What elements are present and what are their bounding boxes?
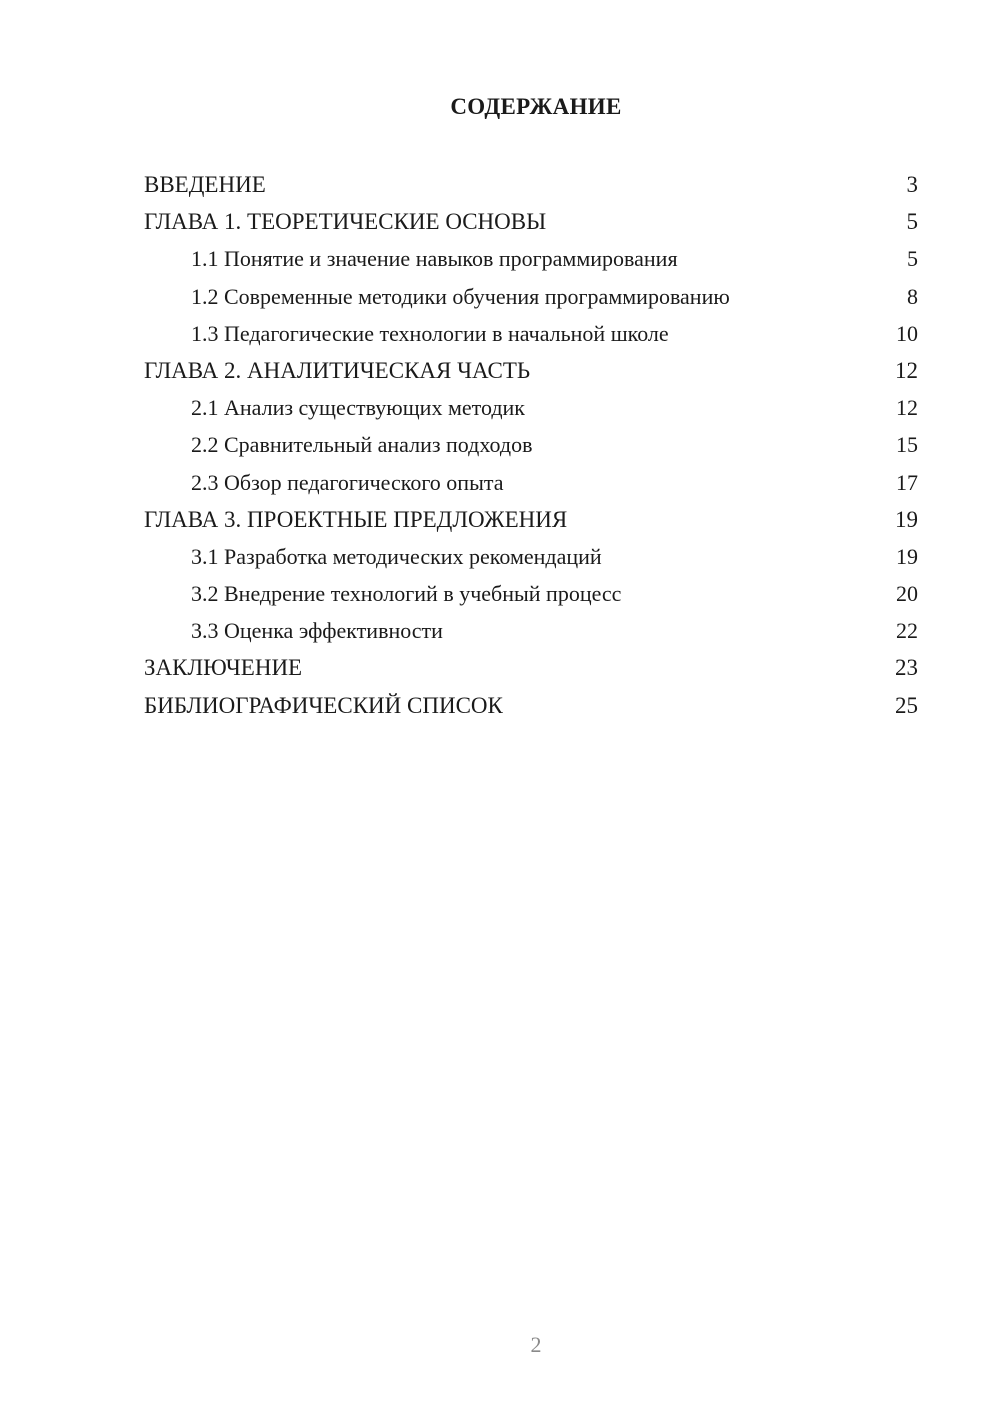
toc-entry-label: 2.3 Обзор педагогического опыта [191, 469, 504, 495]
toc-entry[interactable] [144, 612, 918, 649]
toc-entry-page: 22 [896, 618, 918, 644]
toc-entry-label: 2.1 Анализ существующих методик [191, 395, 525, 421]
toc-entry[interactable] [144, 315, 918, 352]
toc-entry-label: ЗАКЛЮЧЕНИЕ [144, 655, 303, 681]
toc-entry[interactable] [144, 575, 918, 612]
toc-entry-label: ГЛАВА 1. ТЕОРЕТИЧЕСКИЕ ОСНОВЫ [144, 209, 547, 235]
toc-entry[interactable] [144, 278, 918, 315]
toc-entry-page: 5 [906, 209, 918, 235]
toc-entry[interactable] [144, 687, 918, 724]
toc-entry-page: 12 [896, 395, 918, 421]
toc-entry-label: 3.3 Оценка эффективности [191, 618, 443, 644]
toc-entry[interactable] [144, 203, 918, 240]
toc-entry[interactable] [144, 240, 918, 277]
table-of-contents [144, 166, 918, 724]
toc-entry-page: 12 [895, 357, 918, 383]
toc-title: СОДЕРЖАНИЕ [450, 94, 622, 119]
toc-entry-label: БИБЛИОГРАФИЧЕСКИЙ СПИСОК [144, 692, 503, 718]
toc-entry[interactable] [144, 464, 918, 501]
toc-entry[interactable] [144, 166, 918, 203]
toc-entry[interactable] [144, 389, 918, 426]
toc-entry[interactable] [144, 649, 918, 686]
toc-entry-page: 25 [895, 692, 918, 718]
toc-entry-page: 10 [896, 320, 918, 346]
toc-entry-page: 15 [896, 432, 918, 458]
toc-entry-page: 3 [906, 172, 918, 197]
toc-entry-label: ВВЕДЕНИЕ [144, 172, 266, 197]
toc-entry-page: 17 [896, 469, 918, 495]
toc-entry-label: 3.2 Внедрение технологий в учебный процесс [191, 581, 622, 607]
toc-entry[interactable] [144, 352, 918, 389]
toc-entry-label: 1.1 Понятие и значение навыков программирования [191, 246, 678, 272]
toc-entry-label: ГЛАВА 3. ПРОЕКТНЫЕ ПРЕДЛОЖЕНИЯ [144, 506, 568, 532]
page-number: 2 [530, 1332, 542, 1357]
toc-entry-page: 8 [907, 283, 918, 309]
toc-entry[interactable] [144, 426, 918, 463]
toc-entry-page: 20 [896, 581, 918, 607]
toc-entry-page: 5 [907, 246, 918, 272]
toc-entry-page: 19 [896, 543, 918, 569]
toc-entry-label: 3.1 Разработка методических рекомендаций [191, 543, 602, 569]
toc-entry-label: 2.2 Сравнительный анализ подходов [191, 432, 533, 458]
toc-entry[interactable] [144, 538, 918, 575]
toc-entry[interactable] [144, 501, 918, 538]
toc-entry-label: 1.3 Педагогические технологии в начальной школе [191, 320, 669, 346]
toc-entry-page: 19 [895, 506, 918, 532]
toc-entry-label: ГЛАВА 2. АНАЛИТИЧЕСКАЯ ЧАСТЬ [144, 357, 531, 383]
toc-entry-label: 1.2 Современные методики обучения программированию [191, 283, 730, 309]
toc-entry-page: 23 [895, 655, 918, 681]
